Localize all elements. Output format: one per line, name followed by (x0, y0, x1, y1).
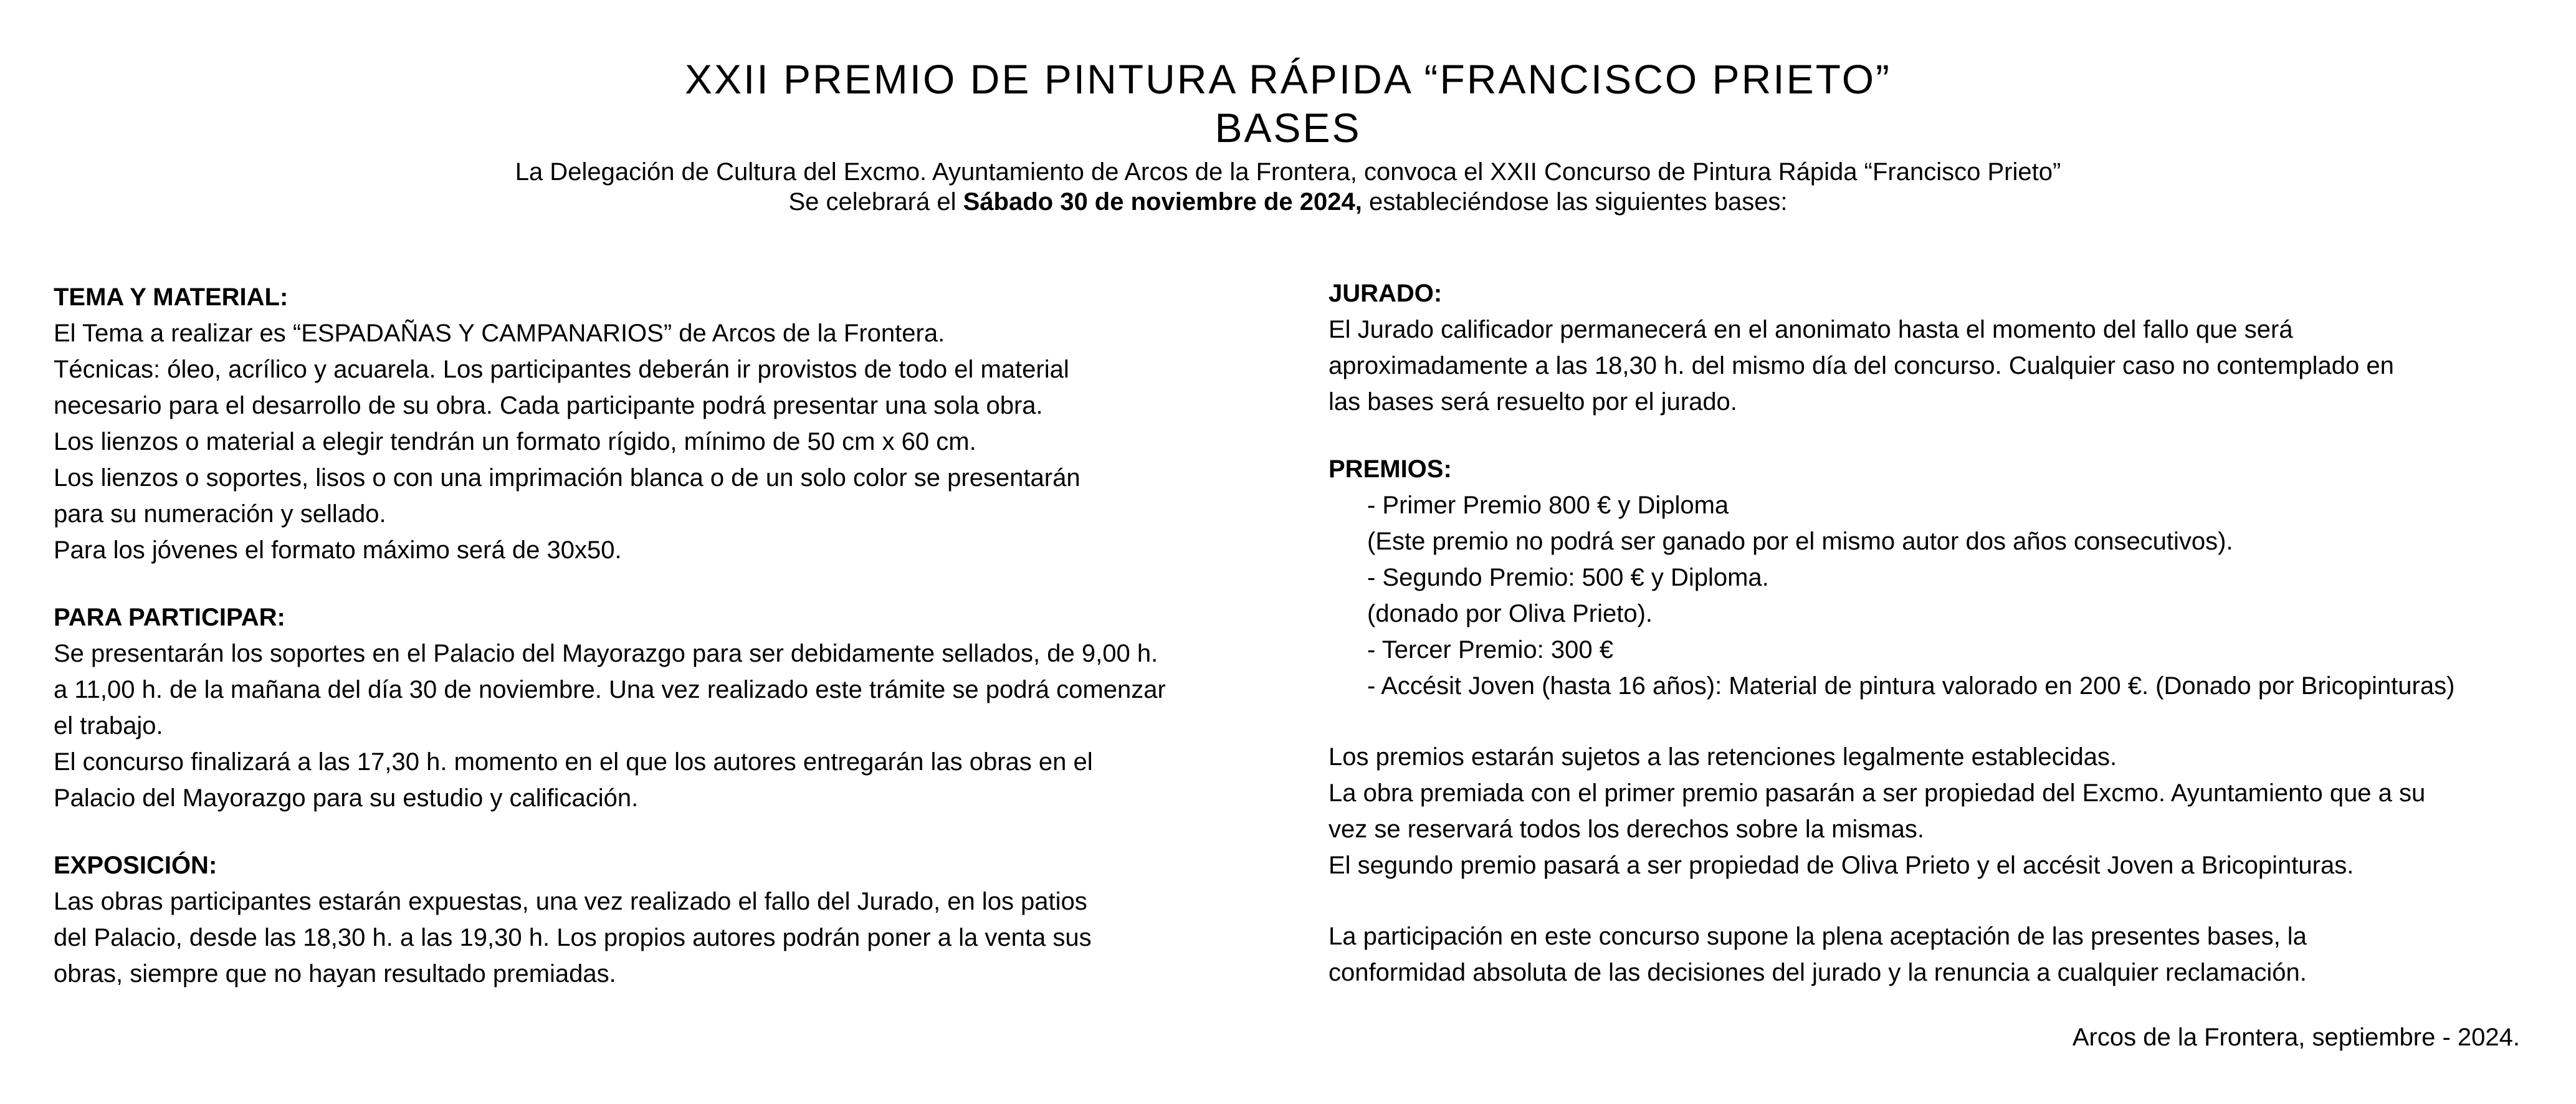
exposicion-line: Las obras participantes estarán expuestas, una vez realizado el fallo del Jurado, en los patios (54, 888, 1087, 915)
document-subtitle: BASES (1214, 105, 1362, 151)
intro-text: La Delegación de Cultura del Excmo. Ayuntamiento de Arcos de la Frontera, convoca el XXII Concurso de Pintura Rápida “Francisco Prieto” (515, 158, 2061, 186)
premio-item: - Primer Premio 800 € y Diploma (1367, 492, 1729, 519)
section-participar (54, 599, 1275, 816)
premio-note: (donado por Oliva Prieto). (1367, 600, 1653, 627)
left-column (54, 279, 1275, 992)
tema-line: Los lienzos o material a elegir tendrán un formato rígido, mínimo de 50 cm x 60 cm. (54, 428, 976, 455)
section-tema (54, 279, 1275, 568)
document-header (0, 55, 2576, 217)
section-retenciones (1329, 739, 2562, 883)
section-exposicion (54, 847, 1275, 992)
tema-line: necesario para el desarrollo de su obra. Cada participante podrá presentar una sola obra. (54, 392, 1043, 419)
section-heading-premios: PREMIOS: (1329, 455, 1452, 483)
premio-item: - Accésit Joven (hasta 16 años): Material de pintura valorado en 200 €. (Donado por Bricopinturas) (1367, 672, 2455, 700)
participar-line: El concurso finalizará a las 17,30 h. momento en el que los autores entregarán las obras en el (54, 748, 1093, 776)
retenciones-line: vez se reservará todos los derechos sobre la mismas. (1329, 816, 1924, 843)
tema-line: El Tema a realizar es “ESPADAÑAS Y CAMPANARIOS” de Arcos de la Frontera. (54, 320, 945, 347)
jurado-line: aproximadamente a las 18,30 h. del mismo día del concurso. Cualquier caso no contemplado en (1329, 352, 2394, 379)
jurado-line: las bases será resuelto por el jurado. (1329, 388, 1737, 416)
participar-line: a 11,00 h. de la mañana del día 30 de noviembre. Una vez realizado este trámite se podrá comenzar (54, 676, 1166, 703)
tema-line: para su numeración y sellado. (54, 500, 386, 528)
date-line (0, 187, 2576, 217)
right-column (1329, 275, 2562, 991)
date-bold: Sábado 30 de noviembre de 2024, (963, 188, 1362, 216)
participar-line: el trabajo. (54, 712, 163, 740)
tema-line: Los lienzos o soportes, lisos o con una imprimación blanca o de un solo color se presentarán (54, 464, 1080, 492)
section-heading-jurado: JURADO: (1329, 280, 1443, 307)
document-title: XXII PREMIO DE PINTURA RÁPIDA “FRANCISCO PRIETO” (684, 56, 1892, 102)
section-premios (1329, 451, 2562, 704)
premio-note: (Este premio no podrá ser ganado por el mismo autor dos años consecutivos). (1367, 528, 2233, 555)
date-suffix: estableciéndose las siguientes bases: (1362, 188, 1788, 216)
tema-line: Técnicas: óleo, acrílico y acuarela. Los participantes deberán ir provistos de todo el material (54, 356, 1069, 383)
exposicion-line: del Palacio, desde las 18,30 h. a las 19,30 h. Los propios autores podrán poner a la venta sus (54, 924, 1092, 951)
participar-line: Se presentarán los soportes en el Palacio del Mayorazgo para ser debidamente sellados, de 9,00 h. (54, 640, 1158, 667)
section-aceptacion (1329, 918, 2562, 991)
jurado-line: El Jurado calificador permanecerá en el anonimato hasta el momento del fallo que será (1329, 316, 2293, 343)
premio-item: - Segundo Premio: 500 € y Diploma. (1367, 564, 1769, 591)
section-heading-tema: TEMA Y MATERIAL: (54, 283, 289, 311)
retenciones-line: El segundo premio pasará a ser propiedad de Oliva Prieto y el accésit Joven a Bricopinturas. (1329, 852, 2354, 879)
tema-line: Para los jóvenes el formato máximo será de 30x50. (54, 536, 622, 564)
section-heading-exposicion: EXPOSICIÓN: (54, 852, 217, 879)
retenciones-line: Los premios estarán sujetos a las retenciones legalmente establecidas. (1329, 743, 2117, 771)
exposicion-line: obras, siempre que no hayan resultado premiadas. (54, 960, 616, 987)
section-jurado (1329, 275, 2562, 420)
participar-line: Palacio del Mayorazgo para su estudio y calificación. (54, 784, 639, 812)
date-prefix: Se celebrará el (788, 188, 963, 216)
place-date-footer: Arcos de la Frontera, septiembre - 2024. (2072, 1024, 2520, 1051)
section-heading-participar: PARA PARTICIPAR: (54, 604, 285, 631)
aceptacion-line: conformidad absoluta de las decisiones del jurado y la renuncia a cualquier reclamación. (1329, 959, 2307, 986)
premio-item: - Tercer Premio: 300 € (1367, 636, 1613, 664)
aceptacion-line: La participación en este concurso supone la plena aceptación de las presentes bases, la (1329, 923, 2307, 950)
retenciones-line: La obra premiada con el primer premio pasarán a ser propiedad del Excmo. Ayuntamiento que a su (1329, 779, 2426, 807)
